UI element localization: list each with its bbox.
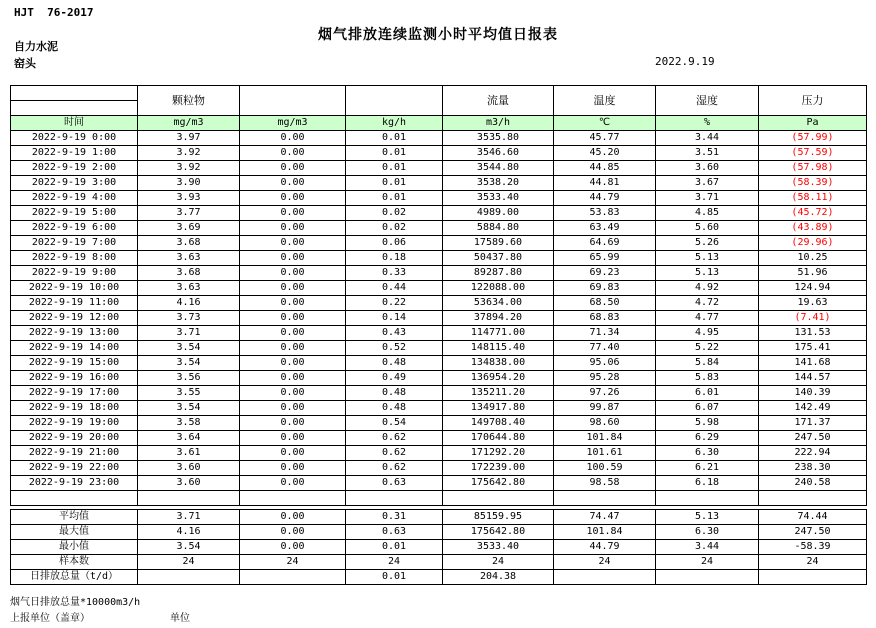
value-cell: 3533.40 xyxy=(443,540,554,555)
value-cell: 3.51 xyxy=(656,146,759,161)
value-cell: 3.64 xyxy=(138,431,240,446)
value-cell: 0.00 xyxy=(240,236,346,251)
table-row xyxy=(11,251,867,266)
units-header-row xyxy=(11,116,867,131)
value-cell: 5.83 xyxy=(656,371,759,386)
value-cell: 89287.80 xyxy=(443,266,554,281)
spacer-row xyxy=(11,491,867,506)
value-cell: 5.98 xyxy=(656,416,759,431)
value-cell: 45.77 xyxy=(554,131,656,146)
time-cell: 2022-9-19 10:00 xyxy=(11,281,138,296)
table-row xyxy=(11,446,867,461)
group-header-row xyxy=(11,86,867,116)
value-cell: 0.01 xyxy=(346,191,443,206)
value-cell: 95.28 xyxy=(554,371,656,386)
value-cell: 0.48 xyxy=(346,401,443,416)
station-name: 窑头 xyxy=(14,57,36,70)
value-cell: 53634.00 xyxy=(443,296,554,311)
summary-label-cell: 最大值 xyxy=(11,525,138,540)
value-cell: 0.00 xyxy=(240,221,346,236)
value-cell: 5.13 xyxy=(656,266,759,281)
value-cell: 175.41 xyxy=(759,341,867,356)
value-cell: 85159.95 xyxy=(443,510,554,525)
value-cell: 114771.00 xyxy=(443,326,554,341)
value-cell: 44.85 xyxy=(554,161,656,176)
value-cell: 0.00 xyxy=(240,311,346,326)
value-cell: 0.01 xyxy=(346,161,443,176)
summary-table xyxy=(10,509,867,585)
value-cell: 3.60 xyxy=(656,161,759,176)
value-cell: 5.26 xyxy=(656,236,759,251)
value-cell: 0.22 xyxy=(346,296,443,311)
table-row xyxy=(11,146,867,161)
data-table xyxy=(10,85,867,506)
value-cell: 0.00 xyxy=(240,326,346,341)
value-cell: 0.00 xyxy=(240,510,346,525)
value-cell: 136954.20 xyxy=(443,371,554,386)
value-cell: 144.57 xyxy=(759,371,867,386)
value-cell: 0.43 xyxy=(346,326,443,341)
value-cell: 0.00 xyxy=(240,476,346,491)
summary-row xyxy=(11,570,867,585)
value-cell: 0.01 xyxy=(346,131,443,146)
value-cell: 4.16 xyxy=(138,525,240,540)
value-cell: 68.83 xyxy=(554,311,656,326)
value-cell: 140.39 xyxy=(759,386,867,401)
table-row xyxy=(11,281,867,296)
page-title: 烟气排放连续监测小时平均值日报表 xyxy=(318,27,558,43)
value-cell: 238.30 xyxy=(759,461,867,476)
value-cell: 3535.80 xyxy=(443,131,554,146)
value-cell: 0.00 xyxy=(240,266,346,281)
value-cell: 97.26 xyxy=(554,386,656,401)
value-cell: 0.00 xyxy=(240,446,346,461)
unit-header-m3h: m3/h xyxy=(443,116,554,131)
value-cell: 101.84 xyxy=(554,525,656,540)
value-cell: 0.63 xyxy=(346,525,443,540)
value-cell: 101.84 xyxy=(554,431,656,446)
value-cell: 74.47 xyxy=(554,510,656,525)
time-cell: 2022-9-19 23:00 xyxy=(11,476,138,491)
value-cell: 0.62 xyxy=(346,431,443,446)
table-row xyxy=(11,461,867,476)
value-cell: 24 xyxy=(656,555,759,570)
value-cell: 6.21 xyxy=(656,461,759,476)
value-cell: 0.00 xyxy=(240,461,346,476)
value-cell: 3.73 xyxy=(138,311,240,326)
table-row xyxy=(11,311,867,326)
unit-header-mgm3: mg/m3 xyxy=(240,116,346,131)
value-cell: 53.83 xyxy=(554,206,656,221)
unit-header-celsius: ℃ xyxy=(554,116,656,131)
value-cell: 0.31 xyxy=(346,510,443,525)
value-cell: 0.00 xyxy=(240,431,346,446)
split-cell-top xyxy=(11,86,137,101)
value-cell: 3.58 xyxy=(138,416,240,431)
time-cell: 2022-9-19 22:00 xyxy=(11,461,138,476)
table-row xyxy=(11,356,867,371)
value-cell: 3.69 xyxy=(138,221,240,236)
value-cell: 3.90 xyxy=(138,176,240,191)
value-cell: 4.16 xyxy=(138,296,240,311)
value-cell: 124.94 xyxy=(759,281,867,296)
value-cell: 175642.80 xyxy=(443,525,554,540)
time-cell: 2022-9-19 5:00 xyxy=(11,206,138,221)
value-cell: 0.54 xyxy=(346,416,443,431)
value-cell: 0.48 xyxy=(346,386,443,401)
value-cell: (7.41) xyxy=(759,311,867,326)
value-cell: 3544.80 xyxy=(443,161,554,176)
value-cell: 0.63 xyxy=(346,476,443,491)
value-cell: 98.58 xyxy=(554,476,656,491)
value-cell: 0.52 xyxy=(346,341,443,356)
value-cell: (57.98) xyxy=(759,161,867,176)
value-cell: 5.13 xyxy=(656,251,759,266)
value-cell: 0.00 xyxy=(240,161,346,176)
value-cell: 3.77 xyxy=(138,206,240,221)
value-cell: 17589.60 xyxy=(443,236,554,251)
value-cell: 0.18 xyxy=(346,251,443,266)
unit-header-pa: Pa xyxy=(759,116,867,131)
table-row xyxy=(11,191,867,206)
value-cell: 51.96 xyxy=(759,266,867,281)
value-cell: 44.81 xyxy=(554,176,656,191)
time-cell: 2022-9-19 21:00 xyxy=(11,446,138,461)
value-cell: 142.49 xyxy=(759,401,867,416)
value-cell: 74.44 xyxy=(759,510,867,525)
value-cell: 170644.80 xyxy=(443,431,554,446)
split-cell-bottom xyxy=(11,101,137,115)
value-cell: 5884.80 xyxy=(443,221,554,236)
value-cell: 6.07 xyxy=(656,401,759,416)
value-cell: 98.60 xyxy=(554,416,656,431)
value-cell: 3.68 xyxy=(138,236,240,251)
company-name: 自力水泥 xyxy=(14,40,58,53)
time-cell: 2022-9-19 12:00 xyxy=(11,311,138,326)
unit-header-time: 时间 xyxy=(11,116,138,131)
value-cell: 24 xyxy=(346,555,443,570)
value-cell: 3546.60 xyxy=(443,146,554,161)
value-cell: 3.97 xyxy=(138,131,240,146)
value-cell: 0.02 xyxy=(346,206,443,221)
value-cell: 4.72 xyxy=(656,296,759,311)
table-row xyxy=(11,386,867,401)
value-cell: 99.87 xyxy=(554,401,656,416)
value-cell: 5.60 xyxy=(656,221,759,236)
time-cell: 2022-9-19 6:00 xyxy=(11,221,138,236)
summary-row xyxy=(11,540,867,555)
value-cell: 19.63 xyxy=(759,296,867,311)
value-cell: 3.56 xyxy=(138,371,240,386)
value-cell: 172239.00 xyxy=(443,461,554,476)
value-cell: -58.39 xyxy=(759,540,867,555)
table-row xyxy=(11,401,867,416)
value-cell: 24 xyxy=(138,555,240,570)
table-row xyxy=(11,236,867,251)
value-cell: 134838.00 xyxy=(443,356,554,371)
value-cell: 131.53 xyxy=(759,326,867,341)
value-cell: 0.01 xyxy=(346,570,443,585)
summary-label-cell: 样本数 xyxy=(11,555,138,570)
value-cell: 95.06 xyxy=(554,356,656,371)
value-cell: 148115.40 xyxy=(443,341,554,356)
value-cell: 3.54 xyxy=(138,401,240,416)
value-cell: 45.20 xyxy=(554,146,656,161)
value-cell: 3.71 xyxy=(656,191,759,206)
value-cell: 5.84 xyxy=(656,356,759,371)
value-cell xyxy=(240,570,346,585)
value-cell: 3.54 xyxy=(138,356,240,371)
table-row xyxy=(11,326,867,341)
value-cell: 0.00 xyxy=(240,386,346,401)
value-cell: 175642.80 xyxy=(443,476,554,491)
value-cell: 4.92 xyxy=(656,281,759,296)
value-cell: 50437.80 xyxy=(443,251,554,266)
value-cell: 6.30 xyxy=(656,446,759,461)
value-cell: 0.00 xyxy=(240,525,346,540)
value-cell: 149708.40 xyxy=(443,416,554,431)
report-date: 2022.9.19 xyxy=(655,55,715,68)
value-cell: 0.00 xyxy=(240,191,346,206)
value-cell: 122088.00 xyxy=(443,281,554,296)
value-cell: 3.68 xyxy=(138,266,240,281)
value-cell: 77.40 xyxy=(554,341,656,356)
value-cell xyxy=(759,570,867,585)
value-cell: 0.02 xyxy=(346,221,443,236)
value-cell: 0.62 xyxy=(346,446,443,461)
summary-label-cell: 平均值 xyxy=(11,510,138,525)
table-row xyxy=(11,206,867,221)
value-cell: 135211.20 xyxy=(443,386,554,401)
value-cell: 37894.20 xyxy=(443,311,554,326)
value-cell: 44.79 xyxy=(554,540,656,555)
value-cell: (58.11) xyxy=(759,191,867,206)
time-cell: 2022-9-19 19:00 xyxy=(11,416,138,431)
report-unit-label: 上报单位（盖章） xyxy=(10,613,90,624)
value-cell: 24 xyxy=(240,555,346,570)
value-cell: 101.61 xyxy=(554,446,656,461)
value-cell: 3.92 xyxy=(138,146,240,161)
value-cell: 6.29 xyxy=(656,431,759,446)
value-cell: 68.50 xyxy=(554,296,656,311)
group-header-particulate: 颗粒物 xyxy=(138,86,240,116)
value-cell: 5.22 xyxy=(656,341,759,356)
value-cell xyxy=(656,570,759,585)
value-cell: 64.69 xyxy=(554,236,656,251)
group-header-pressure: 压力 xyxy=(759,86,867,116)
value-cell: 3.44 xyxy=(656,540,759,555)
value-cell: 6.30 xyxy=(656,525,759,540)
value-cell: 3.60 xyxy=(138,476,240,491)
value-cell: 0.48 xyxy=(346,356,443,371)
group-header-humidity: 湿度 xyxy=(656,86,759,116)
value-cell: 4989.00 xyxy=(443,206,554,221)
table-row xyxy=(11,416,867,431)
group-header-empty-1 xyxy=(240,86,346,116)
value-cell: 0.00 xyxy=(240,281,346,296)
value-cell: 0.06 xyxy=(346,236,443,251)
unit-header-pm-mgm3: mg/m3 xyxy=(138,116,240,131)
value-cell: 3.93 xyxy=(138,191,240,206)
value-cell: 100.59 xyxy=(554,461,656,476)
value-cell xyxy=(554,570,656,585)
unit-header-percent: % xyxy=(656,116,759,131)
value-cell: 4.85 xyxy=(656,206,759,221)
value-cell: (57.59) xyxy=(759,146,867,161)
value-cell: (45.72) xyxy=(759,206,867,221)
value-cell: (58.39) xyxy=(759,176,867,191)
value-cell: 3.92 xyxy=(138,161,240,176)
value-cell xyxy=(138,570,240,585)
time-cell: 2022-9-19 14:00 xyxy=(11,341,138,356)
unit-label: 单位 xyxy=(170,613,190,624)
value-cell: 10.25 xyxy=(759,251,867,266)
summary-row xyxy=(11,525,867,540)
report-table-area xyxy=(10,85,866,585)
time-cell: 2022-9-19 20:00 xyxy=(11,431,138,446)
value-cell: 0.44 xyxy=(346,281,443,296)
group-header-temperature: 温度 xyxy=(554,86,656,116)
group-header-flow: 流量 xyxy=(443,86,554,116)
value-cell: 24 xyxy=(443,555,554,570)
value-cell: 0.01 xyxy=(346,146,443,161)
value-cell: 0.14 xyxy=(346,311,443,326)
value-cell: (29.96) xyxy=(759,236,867,251)
time-cell: 2022-9-19 3:00 xyxy=(11,176,138,191)
value-cell: 0.00 xyxy=(240,131,346,146)
value-cell: 0.01 xyxy=(346,540,443,555)
value-cell: 0.00 xyxy=(240,206,346,221)
summary-label-cell: 最小值 xyxy=(11,540,138,555)
value-cell: 0.00 xyxy=(240,540,346,555)
value-cell: 171292.20 xyxy=(443,446,554,461)
value-cell: (43.89) xyxy=(759,221,867,236)
value-cell: 3.61 xyxy=(138,446,240,461)
value-cell: 3.63 xyxy=(138,281,240,296)
value-cell: 3.71 xyxy=(138,510,240,525)
value-cell: 222.94 xyxy=(759,446,867,461)
doc-code: HJT 76-2017 xyxy=(14,6,94,19)
time-header-split-cell xyxy=(11,86,138,116)
time-cell: 2022-9-19 11:00 xyxy=(11,296,138,311)
time-cell: 2022-9-19 18:00 xyxy=(11,401,138,416)
time-cell: 2022-9-19 9:00 xyxy=(11,266,138,281)
table-row xyxy=(11,341,867,356)
value-cell: 69.23 xyxy=(554,266,656,281)
table-row xyxy=(11,131,867,146)
value-cell: 6.18 xyxy=(656,476,759,491)
time-cell: 2022-9-19 17:00 xyxy=(11,386,138,401)
summary-label-cell: 日排放总量（t/d） xyxy=(11,570,138,585)
value-cell: 63.49 xyxy=(554,221,656,236)
value-cell: 0.00 xyxy=(240,341,346,356)
summary-row xyxy=(11,510,867,525)
table-row xyxy=(11,476,867,491)
value-cell: 3.60 xyxy=(138,461,240,476)
value-cell: 44.79 xyxy=(554,191,656,206)
value-cell: 141.68 xyxy=(759,356,867,371)
value-cell: 0.00 xyxy=(240,251,346,266)
time-cell: 2022-9-19 16:00 xyxy=(11,371,138,386)
time-cell: 2022-9-19 13:00 xyxy=(11,326,138,341)
value-cell: 3.54 xyxy=(138,540,240,555)
value-cell: 65.99 xyxy=(554,251,656,266)
group-header-empty-2 xyxy=(346,86,443,116)
value-cell: 0.00 xyxy=(240,356,346,371)
value-cell: 204.38 xyxy=(443,570,554,585)
value-cell: 4.77 xyxy=(656,311,759,326)
value-cell: 0.00 xyxy=(240,401,346,416)
value-cell: 3.55 xyxy=(138,386,240,401)
time-cell: 2022-9-19 4:00 xyxy=(11,191,138,206)
time-cell: 2022-9-19 1:00 xyxy=(11,146,138,161)
value-cell: 5.13 xyxy=(656,510,759,525)
value-cell: 0.33 xyxy=(346,266,443,281)
value-cell: 71.34 xyxy=(554,326,656,341)
value-cell: 0.49 xyxy=(346,371,443,386)
time-cell: 2022-9-19 15:00 xyxy=(11,356,138,371)
table-row xyxy=(11,266,867,281)
value-cell: 247.50 xyxy=(759,525,867,540)
time-cell: 2022-9-19 8:00 xyxy=(11,251,138,266)
value-cell: 0.00 xyxy=(240,296,346,311)
value-cell: 0.00 xyxy=(240,176,346,191)
value-cell: 3.54 xyxy=(138,341,240,356)
value-cell: 3.67 xyxy=(656,176,759,191)
total-emission-note: 烟气日排放总量*10000m3/h xyxy=(10,597,141,608)
value-cell: 0.00 xyxy=(240,371,346,386)
value-cell: 0.00 xyxy=(240,416,346,431)
table-row xyxy=(11,296,867,311)
time-cell: 2022-9-19 2:00 xyxy=(11,161,138,176)
value-cell: 3.63 xyxy=(138,251,240,266)
value-cell: 247.50 xyxy=(759,431,867,446)
value-cell: 171.37 xyxy=(759,416,867,431)
summary-row xyxy=(11,555,867,570)
table-row xyxy=(11,431,867,446)
value-cell: 69.83 xyxy=(554,281,656,296)
value-cell: 3.71 xyxy=(138,326,240,341)
table-row xyxy=(11,371,867,386)
value-cell: 3.44 xyxy=(656,131,759,146)
value-cell: 3533.40 xyxy=(443,191,554,206)
table-row xyxy=(11,176,867,191)
table-row xyxy=(11,161,867,176)
time-cell: 2022-9-19 7:00 xyxy=(11,236,138,251)
value-cell: 3538.20 xyxy=(443,176,554,191)
value-cell: 24 xyxy=(554,555,656,570)
value-cell: 4.95 xyxy=(656,326,759,341)
value-cell: 0.01 xyxy=(346,176,443,191)
value-cell: 134917.80 xyxy=(443,401,554,416)
value-cell: 24 xyxy=(759,555,867,570)
table-row xyxy=(11,221,867,236)
value-cell: 0.00 xyxy=(240,146,346,161)
time-cell: 2022-9-19 0:00 xyxy=(11,131,138,146)
value-cell: 240.58 xyxy=(759,476,867,491)
value-cell: (57.99) xyxy=(759,131,867,146)
value-cell: 0.62 xyxy=(346,461,443,476)
unit-header-kgh: kg/h xyxy=(346,116,443,131)
value-cell: 6.01 xyxy=(656,386,759,401)
